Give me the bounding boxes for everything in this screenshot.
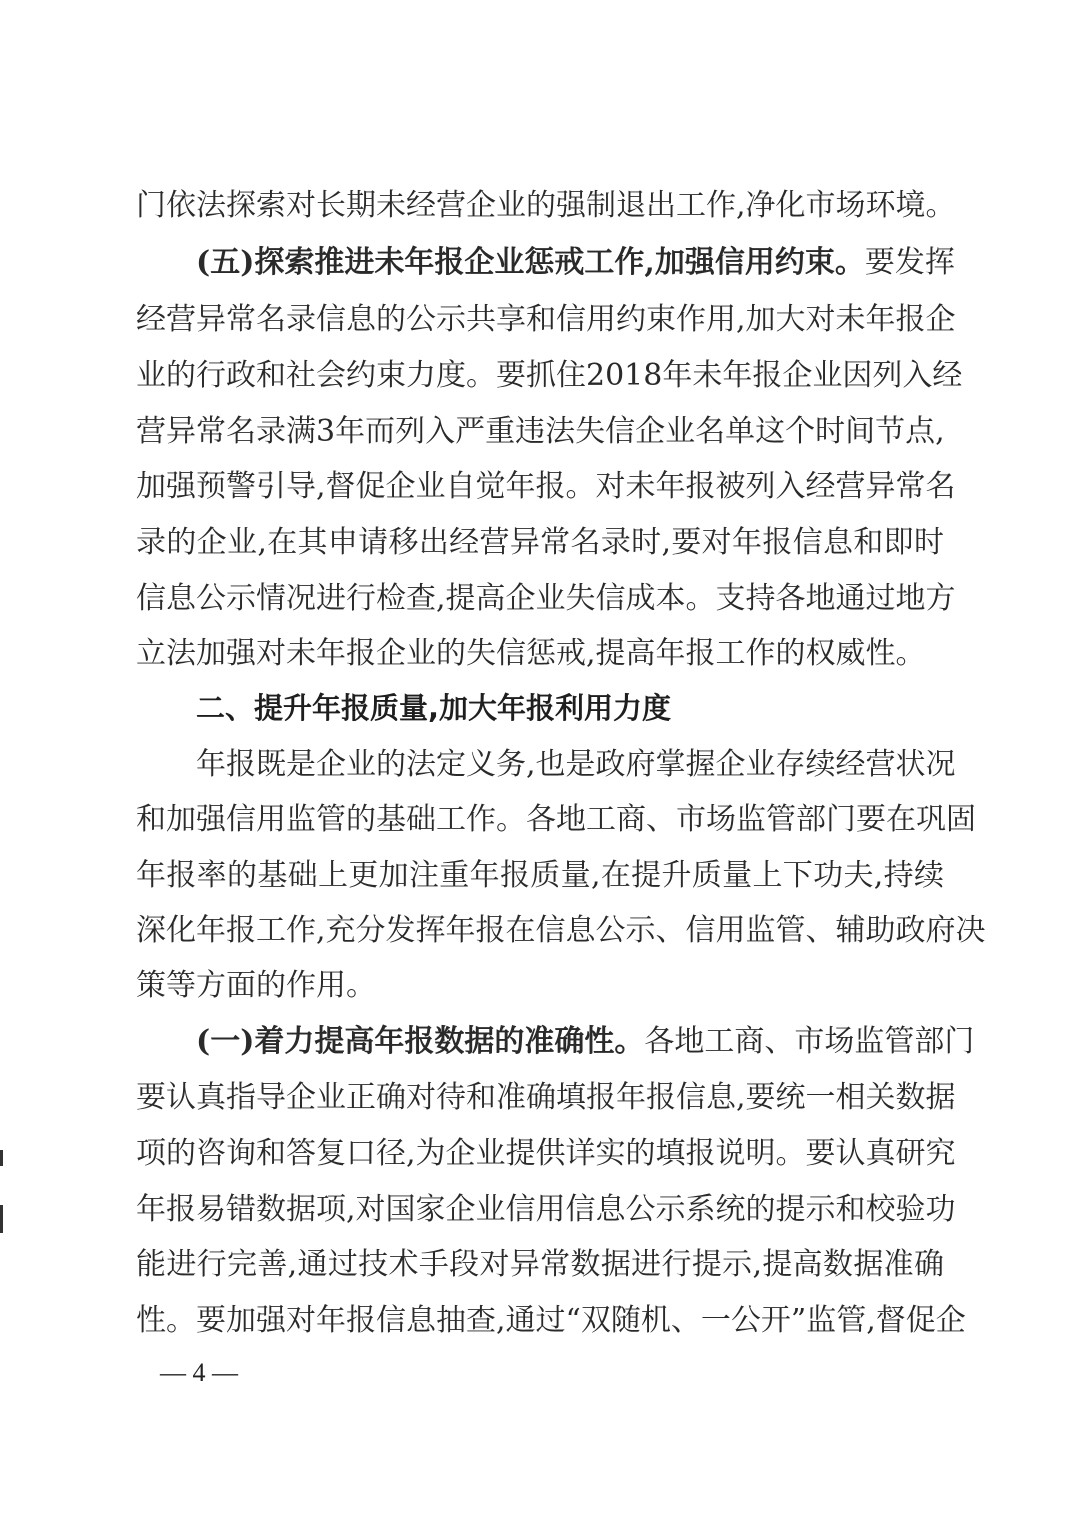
- text-line: 策等方面的作用。: [136, 968, 376, 1003]
- scan-edge-mark: [0, 1150, 3, 1166]
- paragraph-lead-bold: (一)着力提高年报数据的准确性。: [196, 1024, 645, 1059]
- text-line: 和加强信用监管的基础工作。各地工商、市场监管部门要在巩固: [136, 802, 976, 837]
- text-line: 录的企业,在其申请移出经营异常名录时,要对年报信息和即时: [136, 525, 944, 560]
- text-line: 年报易错数据项,对国家企业信用信息公示系统的提示和校验功: [136, 1192, 956, 1227]
- text-line: 年报率的基础上更加注重年报质量,在提升质量上下功夫,持续: [136, 858, 944, 893]
- page-number: — 4 —: [160, 1358, 238, 1387]
- text-line: 能进行完善,通过技术手段对异常数据进行提示,提高数据准确: [136, 1247, 944, 1282]
- text-line: 立法加强对未年报企业的失信惩戒,提高年报工作的权威性。: [136, 636, 926, 671]
- text-line: 年报既是企业的法定义务,也是政府掌握企业存续经营状况: [196, 747, 956, 782]
- text-line: 业的行政和社会约束力度。要抓住2018年未年报企业因列入经: [136, 358, 963, 393]
- section-heading: 二、提升年报质量,加大年报利用力度: [196, 691, 672, 725]
- paragraph-lead-rest: 要发挥: [864, 245, 955, 280]
- text-line: 营异常名录满3年而列入严重违法失信企业名单这个时间节点,: [136, 414, 945, 449]
- paragraph-lead-bold: (五)探索推进未年报企业惩戒工作,加强信用约束。: [196, 245, 865, 280]
- text-line: 要认真指导企业正确对待和准确填报年报信息,要统一相关数据: [136, 1080, 956, 1115]
- text-line: 性。要加强对年报信息抽查,通过“双随机、一公开”监管,督促企: [136, 1303, 966, 1338]
- paragraph-lead-line: [196, 1022, 975, 1062]
- text-line: 加强预警引导,督促企业自觉年报。对未年报被列入经营异常名: [136, 469, 956, 504]
- text-line: 门依法探索对长期未经营企业的强制退出工作,净化市场环境。: [136, 188, 956, 223]
- scan-edge-mark: [0, 1205, 3, 1233]
- paragraph-lead-rest: 各地工商、市场监管部门: [644, 1024, 975, 1059]
- text-line: 深化年报工作,充分发挥年报在信息公示、信用监管、辅助政府决: [136, 913, 986, 948]
- text-line: 经营异常名录信息的公示共享和信用约束作用,加大对未年报企: [136, 302, 956, 337]
- text-line: 信息公示情况进行检查,提高企业失信成本。支持各地通过地方: [136, 581, 956, 616]
- text-line: 项的咨询和答复口径,为企业提供详实的填报说明。要认真研究: [136, 1136, 956, 1171]
- paragraph-lead-line: [196, 243, 955, 283]
